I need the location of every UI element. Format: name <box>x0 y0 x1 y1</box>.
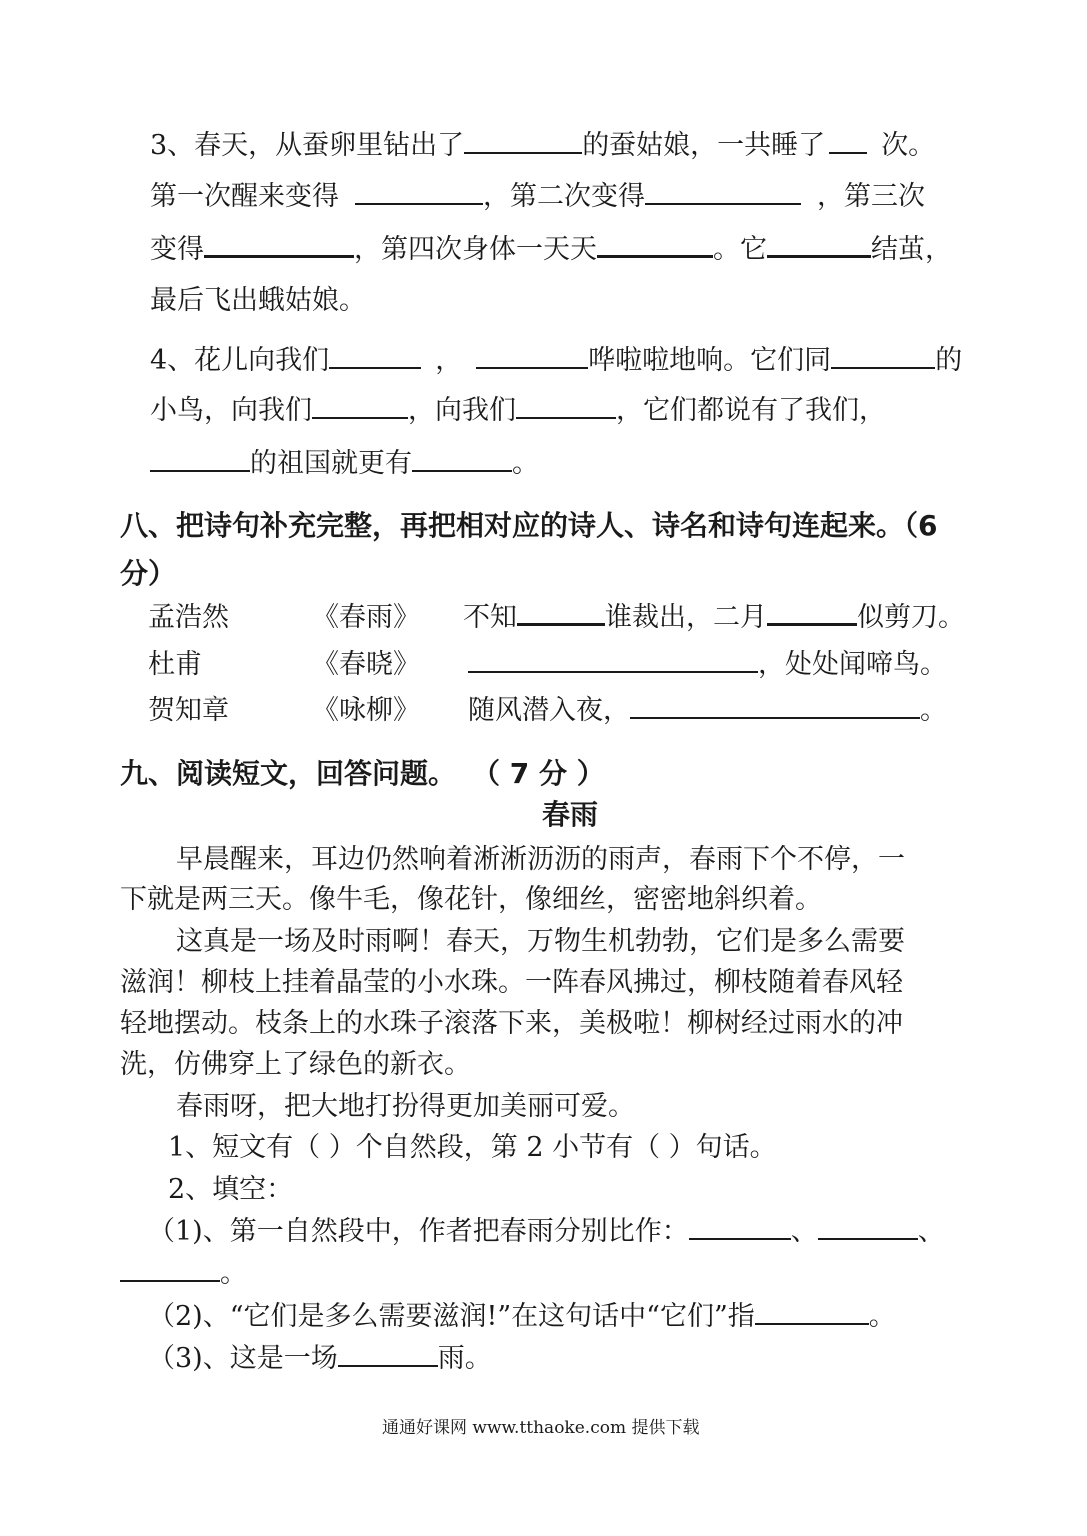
passage-text: 滋润！柳枝上挂着晶莹的小水珠。一阵春风拂过，柳枝随着春风轻 <box>120 967 903 998</box>
answer-blank[interactable] <box>767 251 871 258</box>
answer-blank[interactable] <box>818 1234 918 1240</box>
answer-blank[interactable] <box>829 148 867 154</box>
poem-name: 《春晓》 <box>312 649 420 680</box>
q7-item4-line3: 的祖国就更有 。 <box>150 450 539 477</box>
answer-blank[interactable] <box>412 466 512 472</box>
q7-item3-line3: 变得 ，第四次身体一天天 。它 结茧， <box>150 234 952 265</box>
passage-text: 春雨呀，把大地打扮得更加美丽可爱。 <box>176 1091 635 1122</box>
q7-item3-line4: 最后飞出蛾姑娘。 <box>150 285 366 316</box>
q9-sub2: 2、填空： <box>168 1174 294 1205</box>
poet-name: 贺知章 <box>148 695 229 726</box>
q7-item4-line1: 4、花儿向我们 ， 哗啦啦地响。它们同 的 <box>150 345 963 376</box>
answer-blank[interactable] <box>767 619 857 626</box>
passage-text: 这真是一场及时雨啊！春天，万物生机勃勃，它们是多么需要 <box>176 926 905 957</box>
poet-name: 孟浩然 <box>148 602 229 633</box>
answer-blank[interactable] <box>150 466 250 472</box>
answer-blank[interactable] <box>755 1319 869 1325</box>
answer-blank[interactable] <box>355 199 483 205</box>
answer-blank[interactable] <box>597 251 713 258</box>
answer-blank[interactable] <box>831 363 935 369</box>
answer-blank[interactable] <box>516 413 616 419</box>
passage-title: 春雨 <box>542 798 599 831</box>
poem-line: 不知 谁裁出，二月 似剪刀。 <box>463 602 965 633</box>
answer-blank[interactable] <box>468 667 758 673</box>
passage-text: 早晨醒来，耳边仍然响着淅淅沥沥的雨声，春雨下个不停，一 <box>176 844 905 875</box>
answer-blank[interactable] <box>689 1234 791 1240</box>
q9-title: 九、阅读短文，回答问题。 （ 7 分 ） <box>120 757 605 790</box>
q9-sub2-1: （1)、第一自然段中，作者把春雨分别比作： 、 、 <box>148 1216 945 1247</box>
q9-sub1: 1、短文有（ ）个自然段，第 2 小节有（ ）句话。 <box>168 1132 777 1163</box>
answer-blank[interactable] <box>204 251 354 258</box>
q7-item3-line2: 第一次醒来变得 ，第二次变得 ，第三次 <box>150 181 925 212</box>
answer-blank[interactable] <box>312 413 408 419</box>
passage-text: 轻地摆动。枝条上的水珠子滚落下来，美极啦！柳树经过雨水的冲 <box>120 1008 903 1039</box>
answer-blank[interactable] <box>329 363 421 369</box>
poem-name: 《咏柳》 <box>312 695 420 726</box>
answer-blank[interactable] <box>517 619 605 626</box>
footer-credit: 通通好课网 www.tthaoke.com 提供下载 <box>382 1418 700 1438</box>
q7-item3-line1: 3、春天，从蚕卵里钻出了 的蚕姑娘，一共睡了 次。 <box>150 130 936 161</box>
q9-sub2-3: （3)、这是一场 雨。 <box>148 1343 492 1374</box>
poem-name: 《春雨》 <box>312 602 420 633</box>
answer-blank[interactable] <box>476 363 588 369</box>
q7-item4-line2: 小鸟，向我们 ，向我们 ，它们都说有了我们， <box>150 395 886 426</box>
poet-name: 杜甫 <box>148 649 202 680</box>
answer-blank[interactable] <box>120 1276 220 1282</box>
answer-blank[interactable] <box>338 1361 438 1367</box>
q8-title-cont: 分） <box>120 557 177 590</box>
answer-blank[interactable] <box>464 148 582 154</box>
poem-line: 随风潜入夜， 。 <box>468 695 947 726</box>
q9-sub2-1-cont: 。 <box>120 1260 247 1287</box>
answer-blank[interactable] <box>630 713 920 719</box>
passage-text: 下就是两三天。像牛毛，像花针，像细丝，密密地斜织着。 <box>120 884 822 915</box>
q9-sub2-2: （2)、“它们是多么需要滋润!”在这句话中“它们”指 。 <box>148 1301 896 1332</box>
q8-title: 八、把诗句补充完整，再把相对应的诗人、诗名和诗句连起来。（6 <box>120 509 938 542</box>
poem-line: ，处处闻啼鸟。 <box>468 651 947 678</box>
passage-text: 洗，仿佛穿上了绿色的新衣。 <box>120 1049 471 1080</box>
answer-blank[interactable] <box>645 199 801 205</box>
